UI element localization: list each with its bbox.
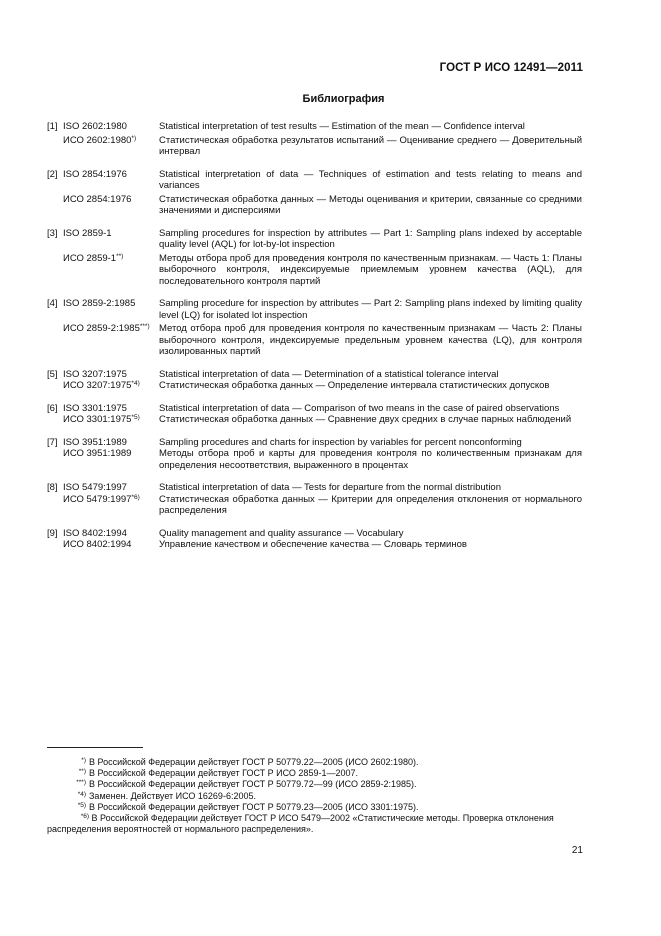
footnote-ref: *5) [131,414,140,421]
footnote [47,768,582,779]
entry-description-ru: Статистическая обработка данных — Критерии для определения отклонения от нормального распределения [159,493,582,516]
standard-code-ru-text: ИСО 5479:1997 [63,493,132,505]
entry-number: [2] [47,168,58,180]
entry-description-ru: Методы отбора проб и карты для проведения контроля по количественным признакам для определения несоответствия, выраженного в процентах [159,448,582,471]
entry-line-en [47,403,582,415]
entry-description-ru: Методы отбора проб для проведения контроля по качественным признакам. — Часть 1: Планы выборочного контроля, индексируемые приемлемым уровнем качества (AQL), для последовательного контроля партий [159,252,582,287]
footnote-mark-text: ***) [76,779,86,787]
entry-number: [6] [47,402,58,414]
footnote-ref: *) [131,134,137,142]
footnote-mark-text: *4) [77,790,86,798]
entry-description-ru: Статистическая обработка данных — Сравнение двух средних в случае парных наблюдений [159,414,572,425]
entry-number: [1] [47,121,58,132]
footnote [47,779,582,790]
entry-number: [4] [47,298,58,309]
entry-line-en [47,437,582,449]
footnote-text: В Российской Федерации действует ГОСТ Р 50779.23—2005 (ИСО 3301:1975). [89,801,419,812]
entry-description-ru: Статистическая обработка данных — Определение интервала статистических допусков [159,380,550,391]
footnote-mark-text: *) [81,757,86,764]
entry-line-ru [47,194,582,217]
standard-code-ru-text: ИСО 8402:1994 [63,539,132,550]
entry-line-ru [47,135,582,158]
footnote-mark [47,791,86,802]
entry-line-en [47,169,582,192]
entry-line-en [47,482,582,494]
entry-description-en: Statistical interpretation of data — Comparison of two means in the case of paired observations [159,402,560,414]
entry-line-en [47,528,582,540]
entry-line-ru [47,539,582,551]
standard-code-ru [63,380,163,392]
standard-code-en: ISO 2859-1 [63,227,112,239]
bibliography-entry [47,298,582,358]
footnote-mark [47,813,89,824]
footnote-ref: **) [116,252,124,260]
entry-line-en [47,298,582,321]
standard-code-en: ISO 3207:1975 [63,368,127,380]
entry-line-en [47,121,582,133]
bibliography-entry [47,228,582,288]
standard-code-ru-text: ИСО 2854:1976 [63,193,132,205]
standard-code-en: ISO 3951:1989 [63,436,127,448]
standard-code-en: ISO 5479:1997 [63,482,127,493]
entry-description-ru: Метод отбора проб для проведения контроля по качественным признакам — Часть 2: Планы выборочного контроля, индексируемые предельным уровнем качества (LQ), для контроля изолированных партий [159,323,582,357]
bibliography-entry [47,482,582,517]
footnote-ref: ***) [139,323,150,330]
entry-line-ru [47,494,582,517]
standard-code-ru-text: ИСО 2602:1980 [63,134,132,146]
standard-code-ru-text: ИСО 2859-1 [63,252,117,264]
entry-description-en: Statistical interpretation of test results — Estimation of the mean — Confidence interval [159,121,525,132]
standard-code-ru [63,539,163,551]
entry-description-en: Sampling procedures and charts for inspection by variables for percent nonconforming [159,436,522,448]
footnote-mark [47,779,86,790]
entry-number: [7] [47,436,58,448]
footnote-mark [47,802,86,813]
entry-description-en: Statistical interpretation of data — Tests for departure from the normal distribution [159,482,501,493]
standard-code-ru-text: ИСО 2859-2:1985 [63,323,140,334]
page-title: Библиография [302,93,385,105]
standard-code-ru [63,194,163,206]
page-number: 21 [571,845,583,856]
entry-description-ru: Статистическая обработка данных — Методы оценивания и критерии, связанные со средними значениями и дисперсиями [159,193,582,216]
footnote [47,757,582,768]
footnote-divider [47,747,143,748]
entry-number: [8] [47,482,58,493]
standard-code-ru [63,253,163,265]
bibliography-entry [47,437,582,472]
entry-line-ru [47,323,582,358]
entry-description-en: Sampling procedures for inspection by attributes — Part 1: Sampling plans indexed by acceptable quality level (AQL) for lot-by-lot inspection [159,227,582,250]
footnote-text: В Российской Федерации действует ГОСТ Р 50779.72—99 (ИСО 2859-2:1985). [89,779,417,790]
footnote-text: Заменен. Действует ИСО 16269-6:2005. [89,790,256,801]
footnote-text: В Российской Федерации действует ГОСТ Р ИСО 5479—2002 «Статистические методы. Проверка отклонения распределения вероятностей от нормального распределения». [47,813,554,835]
footnote-mark-text: **) [78,768,86,776]
entry-description-ru: Статистическая обработка результатов испытаний — Оценивание среднего — Доверительный интервал [159,134,582,157]
entry-line-ru [47,253,582,288]
entry-line-en [47,228,582,251]
entry-number: [9] [47,527,58,539]
entry-number: [5] [47,368,58,380]
bibliography-entry [47,528,582,551]
bibliography-entry [47,169,582,217]
standard-code-ru [63,448,163,460]
entry-description-en: Sampling procedure for inspection by attributes — Part 2: Sampling plans indexed by limiting quality level (LQ) for isolated lot inspection [159,298,582,321]
entry-line-ru [47,414,582,426]
standard-code-en: ISO 2859-2:1985 [63,298,136,309]
footnotes [47,757,582,835]
footnote-ref: *4) [131,380,140,387]
bibliography-list [47,121,582,562]
bibliography-entry [47,369,582,392]
entry-line-ru [47,448,582,471]
footnote-text: В Российской Федерации действует ГОСТ Р ИСО 2859-1—2007. [89,768,358,779]
standard-code-en: ISO 2854:1976 [63,168,127,180]
entry-description-en: Quality management and quality assurance — Vocabulary [159,527,404,539]
document-code-header: ГОСТ Р ИСО 12491—2011 [439,62,583,74]
entry-line-ru [47,380,582,392]
standard-code-ru [63,494,163,506]
standard-code-en: ISO 8402:1994 [63,527,127,539]
entry-description-en: Statistical interpretation of data — Techniques of estimation and tests relating to means and variances [159,168,582,191]
footnote-ref: *6) [131,493,140,501]
footnote [47,802,582,813]
entry-line-en [47,369,582,381]
standard-code-en: ISO 3301:1975 [63,402,127,414]
bibliography-entry [47,121,582,158]
footnote-mark-text: *5) [77,801,86,809]
standard-code-en: ISO 2602:1980 [63,121,127,132]
standard-code-ru-text: ИСО 3207:1975 [63,380,132,391]
standard-code-ru-text: ИСО 3301:1975 [63,414,132,425]
footnote [47,813,582,835]
footnote-mark [47,768,86,779]
footnote-mark-text: *6) [80,813,89,821]
standard-code-ru [63,135,163,147]
footnote-text: В Российской Федерации действует ГОСТ Р 50779.22—2005 (ИСО 2602:1980). [89,757,419,767]
entry-number: [3] [47,227,58,239]
standard-code-ru-text: ИСО 3951:1989 [63,448,132,459]
entry-description-ru: Управление качеством и обеспечение качества — Словарь терминов [159,539,467,550]
footnote [47,791,582,802]
footnote-mark [47,757,86,768]
standard-code-ru [63,323,163,335]
entry-description-en: Statistical interpretation of data — Determination of a statistical tolerance interval [159,368,499,380]
standard-code-ru [63,414,163,426]
bibliography-entry [47,403,582,426]
